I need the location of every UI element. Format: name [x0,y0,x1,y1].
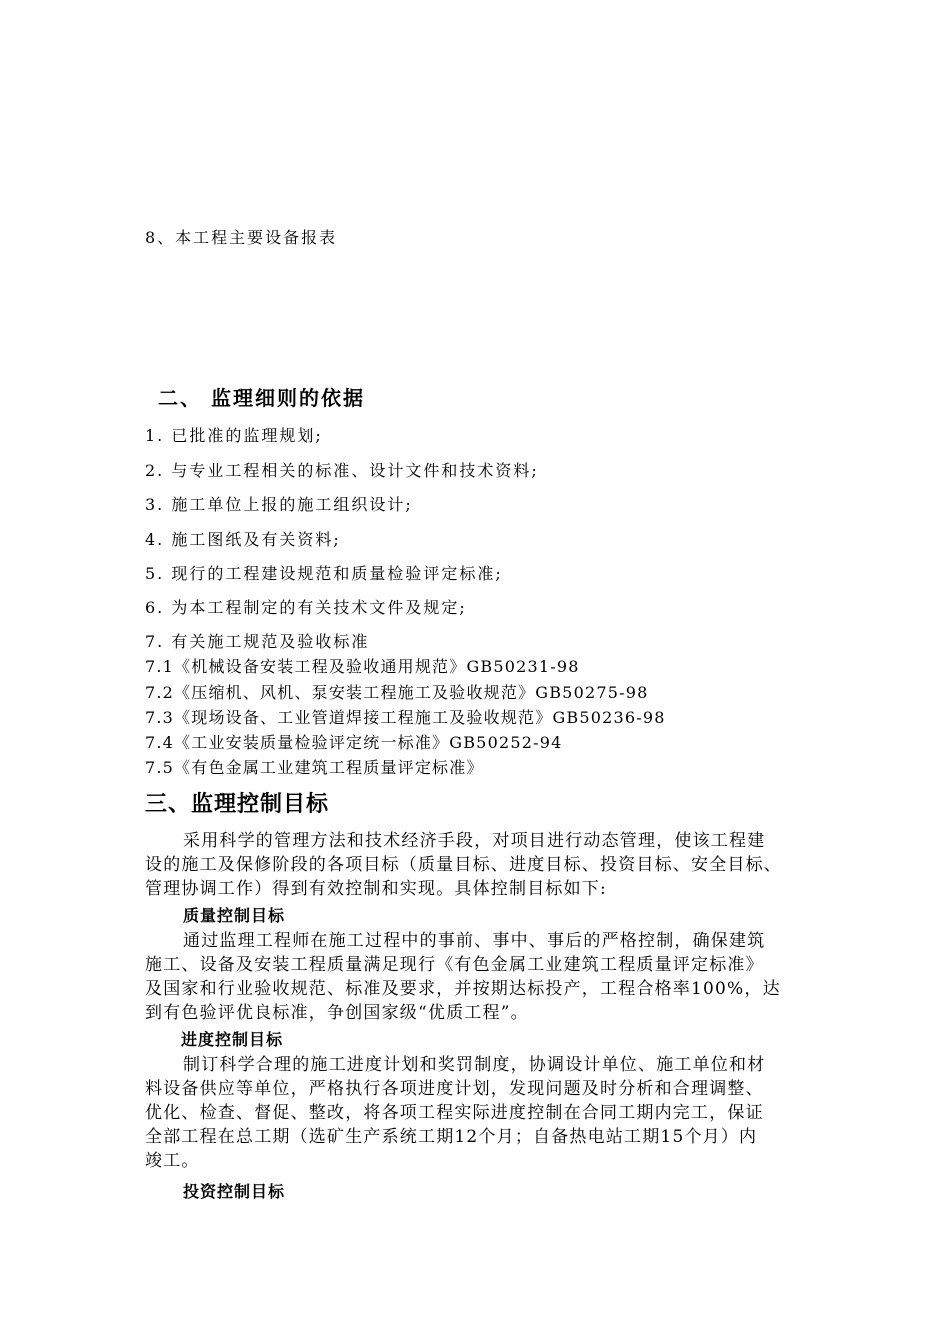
progress-line-5: 竣工。 [145,1151,200,1171]
progress-line-4: 全部工程在总工期（选矿生产系统工期12个月；自备热电站工期15个月）内 [145,1127,758,1147]
quality-paragraph [145,929,815,1025]
progress-line-1: 制订科学合理的施工进度计划和奖罚制度，协调设计单位、施工单位和材 [183,1055,766,1075]
basis-item-2: 2. 与专业工程相关的标准、设计文件和技术资料; [145,461,539,480]
progress-line-3: 优化、检查、督促、整改，将各项工程实际进度控制在合同工期内完工，保证 [145,1103,764,1123]
quality-line-3: 及国家和行业验收规范、标准及要求，并按期达标投产，工程合格率100%，达 [145,979,781,999]
intro-paragraph [145,829,815,901]
basis-item-7: 7. 有关施工规范及验收标准 [145,632,370,651]
quality-line-4: 到有色验评优良标准，争创国家级“优质工程”。 [145,1003,529,1023]
intro-line-2: 设的施工及保修阶段的各项目标（质量目标、进度目标、投资目标、安全目标、 [145,855,782,875]
basis-item-1: 1. 已批准的监理规划; [145,426,323,445]
progress-line-2: 料设备供应等单位，严格执行各项进度计划，发现问题及时分析和合理调整、 [145,1079,764,1099]
section-heading-2: 二、 监理细则的依据 [158,386,365,410]
investment-heading: 投资控制目标 [183,1182,286,1201]
quality-line-1: 通过监理工程师在施工过程中的事前、事中、事后的严格控制，确保建筑 [183,931,766,951]
standard-ref-7-5: 7.5《有色金属工业建筑工程质量评定标准》 [145,758,484,777]
basis-item-5: 5. 现行的工程建设规范和质量检验评定标准; [145,564,503,583]
section-heading-3: 三、监理控制目标 [145,791,330,817]
list-item-8: 8、本工程主要设备报表 [145,228,338,247]
basis-item-3: 3. 施工单位上报的施工组织设计; [145,495,413,514]
basis-item-6: 6. 为本工程制定的有关技术文件及规定; [145,598,467,617]
quality-line-2: 施工、设备及安装工程质量满足现行《有色金属工业建筑工程质量评定标准》 [145,955,764,975]
quality-heading: 质量控制目标 [183,906,286,925]
standard-ref-7-3: 7.3《现场设备、工业管道焊接工程施工及验收规范》GB50236-98 [145,708,666,727]
intro-line-3: 管理协调工作）得到有效控制和实现。具体控制目标如下: [145,879,607,899]
standard-ref-7-1: 7.1《机械设备安装工程及验收通用规范》GB50231-98 [145,657,580,676]
standard-ref-7-2: 7.2《压缩机、风机、泵安装工程施工及验收规范》GB50275-98 [145,683,649,702]
intro-line-1: 采用科学的管理方法和技术经济手段，对项目进行动态管理，使该工程建 [183,831,766,851]
progress-paragraph [145,1053,815,1173]
standard-ref-7-4: 7.4《工业安装质量检验评定统一标准》GB50252-94 [145,733,563,752]
basis-item-4: 4. 施工图纸及有关资料; [145,530,341,549]
progress-heading: 进度控制目标 [181,1030,284,1049]
